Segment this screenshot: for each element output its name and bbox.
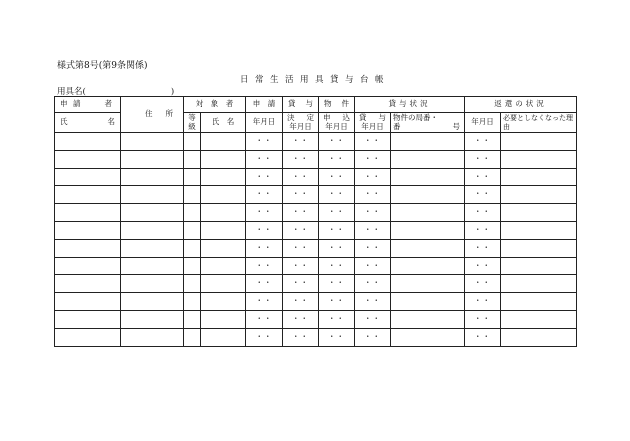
table-cell <box>391 204 465 222</box>
form-number: 様式第8号(第9条関係) <box>57 61 148 71</box>
table-cell <box>55 186 121 204</box>
date-cell: ・・ <box>283 328 319 346</box>
date-cell: ・・ <box>319 328 355 346</box>
table-cell <box>391 310 465 328</box>
table-cell <box>201 221 246 239</box>
date-cell: ・・ <box>355 275 391 293</box>
page-title: 日常生活用具貸与台帳 <box>239 75 390 85</box>
table-cell <box>501 186 577 204</box>
table-cell <box>501 310 577 328</box>
table-cell <box>391 239 465 257</box>
table-cell <box>201 310 246 328</box>
table-cell <box>201 293 246 311</box>
table-cell <box>184 186 201 204</box>
table-cell <box>55 168 121 186</box>
table-cell <box>501 257 577 275</box>
date-cell: ・・ <box>246 257 283 275</box>
table-cell <box>201 168 246 186</box>
applicant-header: 申 請 者 <box>55 97 121 113</box>
date-cell: ・・ <box>283 168 319 186</box>
table-cell <box>201 133 246 151</box>
date-cell: ・・ <box>319 221 355 239</box>
table-cell <box>55 310 121 328</box>
date-cell: ・・ <box>319 310 355 328</box>
date-cell: ・・ <box>355 257 391 275</box>
date-cell: ・・ <box>319 293 355 311</box>
table-cell <box>55 221 121 239</box>
table-cell <box>121 221 184 239</box>
table-row <box>55 150 577 168</box>
table-row <box>55 328 577 346</box>
table-cell <box>55 133 121 151</box>
date-cell: ・・ <box>319 257 355 275</box>
date-cell: ・・ <box>246 133 283 151</box>
loan-date-header: 貸 与 年月日 <box>355 113 391 133</box>
date-cell: ・・ <box>246 310 283 328</box>
table-cell <box>55 150 121 168</box>
table-cell <box>184 239 201 257</box>
date-cell: ・・ <box>465 133 501 151</box>
table-cell <box>184 293 201 311</box>
date-cell: ・・ <box>283 204 319 222</box>
table-row <box>55 257 577 275</box>
table-cell <box>184 168 201 186</box>
date-cell: ・・ <box>319 275 355 293</box>
table-row <box>55 275 577 293</box>
loan-decision-header-bottom: 決 定 年月日 <box>283 113 319 133</box>
table-cell <box>55 257 121 275</box>
table-cell <box>184 150 201 168</box>
table-cell <box>55 204 121 222</box>
date-cell: ・・ <box>465 239 501 257</box>
table-cell <box>501 293 577 311</box>
date-cell: ・・ <box>246 239 283 257</box>
table-cell <box>121 239 184 257</box>
date-cell: ・・ <box>246 328 283 346</box>
table-row <box>55 204 577 222</box>
table-cell <box>55 239 121 257</box>
item-name-label: 用具名( ) <box>57 87 175 97</box>
table-cell <box>121 328 184 346</box>
target-name-header: 氏 名 <box>201 113 246 133</box>
date-cell: ・・ <box>465 328 501 346</box>
date-cell: ・・ <box>319 186 355 204</box>
table-row <box>55 168 577 186</box>
table-cell <box>391 257 465 275</box>
table-cell <box>501 275 577 293</box>
table-cell <box>391 293 465 311</box>
table-cell <box>501 168 577 186</box>
table-cell <box>121 293 184 311</box>
table-cell <box>184 221 201 239</box>
date-cell: ・・ <box>319 239 355 257</box>
date-cell: ・・ <box>283 257 319 275</box>
table-row <box>55 239 577 257</box>
table-cell <box>391 328 465 346</box>
table-row <box>55 293 577 311</box>
goods-header-top: 物 件 <box>319 97 355 113</box>
table-cell <box>201 239 246 257</box>
table-cell <box>201 275 246 293</box>
grade-header: 等級 <box>184 113 201 133</box>
date-cell: ・・ <box>283 221 319 239</box>
table-cell <box>391 168 465 186</box>
loan-status-header: 貸与状況 <box>355 97 465 113</box>
header-row-top <box>55 97 577 113</box>
date-cell: ・・ <box>319 204 355 222</box>
date-cell: ・・ <box>355 186 391 204</box>
table-cell <box>501 328 577 346</box>
date-cell: ・・ <box>465 168 501 186</box>
table-cell <box>201 150 246 168</box>
target-person-header: 対 象 者 <box>184 97 246 113</box>
table-cell <box>391 150 465 168</box>
bureau-number-header: 物件の局番・ 番 号 <box>391 113 465 133</box>
date-cell: ・・ <box>355 310 391 328</box>
table-cell <box>184 133 201 151</box>
name-header: 氏 名 <box>55 113 121 133</box>
date-cell: ・・ <box>355 204 391 222</box>
date-cell: ・・ <box>246 186 283 204</box>
table-cell <box>201 257 246 275</box>
date-cell: ・・ <box>319 133 355 151</box>
date-cell: ・・ <box>465 257 501 275</box>
loan-decision-header-top: 貸 与 <box>283 97 319 113</box>
date-cell: ・・ <box>465 275 501 293</box>
date-cell: ・・ <box>355 168 391 186</box>
table-cell <box>501 239 577 257</box>
date-cell: ・・ <box>246 204 283 222</box>
table-cell <box>55 293 121 311</box>
date-cell: ・・ <box>246 221 283 239</box>
date-cell: ・・ <box>283 275 319 293</box>
date-cell: ・・ <box>355 239 391 257</box>
date-cell: ・・ <box>283 239 319 257</box>
apply-date-header: 年月日 <box>246 113 283 133</box>
table-cell <box>121 133 184 151</box>
table-cell <box>501 221 577 239</box>
date-cell: ・・ <box>465 186 501 204</box>
table-cell <box>184 310 201 328</box>
table-cell <box>501 133 577 151</box>
table-cell <box>201 204 246 222</box>
table-cell <box>184 257 201 275</box>
table-cell <box>55 275 121 293</box>
table-cell <box>391 186 465 204</box>
goods-header-bottom: 申 込 年月日 <box>319 113 355 133</box>
date-cell: ・・ <box>355 150 391 168</box>
table-cell <box>201 328 246 346</box>
address-header: 住 所 <box>121 97 184 133</box>
date-cell: ・・ <box>283 150 319 168</box>
date-cell: ・・ <box>283 310 319 328</box>
date-cell: ・・ <box>246 150 283 168</box>
table-cell <box>501 204 577 222</box>
date-cell: ・・ <box>465 221 501 239</box>
date-cell: ・・ <box>246 168 283 186</box>
table-cell <box>184 275 201 293</box>
date-cell: ・・ <box>283 186 319 204</box>
table-row <box>55 186 577 204</box>
table-row <box>55 221 577 239</box>
date-cell: ・・ <box>465 150 501 168</box>
return-status-header: 返還の状況 <box>465 97 577 113</box>
table-cell <box>121 168 184 186</box>
table-cell <box>391 221 465 239</box>
table-cell <box>201 186 246 204</box>
table-cell <box>55 328 121 346</box>
table-cell <box>391 133 465 151</box>
table-cell <box>121 204 184 222</box>
date-cell: ・・ <box>246 293 283 311</box>
date-cell: ・・ <box>283 293 319 311</box>
date-cell: ・・ <box>465 310 501 328</box>
return-reason-header: 必要としなくなった理由 <box>501 113 577 133</box>
table-cell <box>121 257 184 275</box>
apply-header: 申 請 <box>246 97 283 113</box>
table-cell <box>121 186 184 204</box>
table-cell <box>121 275 184 293</box>
date-cell: ・・ <box>319 150 355 168</box>
date-cell: ・・ <box>465 204 501 222</box>
ledger-table <box>54 96 577 347</box>
return-date-header: 年月日 <box>465 113 501 133</box>
table-cell <box>391 275 465 293</box>
table-cell <box>184 328 201 346</box>
table-row <box>55 310 577 328</box>
table-cell <box>501 150 577 168</box>
table-row <box>55 133 577 151</box>
date-cell: ・・ <box>283 133 319 151</box>
date-cell: ・・ <box>355 293 391 311</box>
date-cell: ・・ <box>355 328 391 346</box>
ledger-body <box>55 133 577 347</box>
table-cell <box>184 204 201 222</box>
table-cell <box>121 150 184 168</box>
date-cell: ・・ <box>355 133 391 151</box>
table-cell <box>121 310 184 328</box>
date-cell: ・・ <box>246 275 283 293</box>
date-cell: ・・ <box>355 221 391 239</box>
date-cell: ・・ <box>319 168 355 186</box>
date-cell: ・・ <box>465 293 501 311</box>
